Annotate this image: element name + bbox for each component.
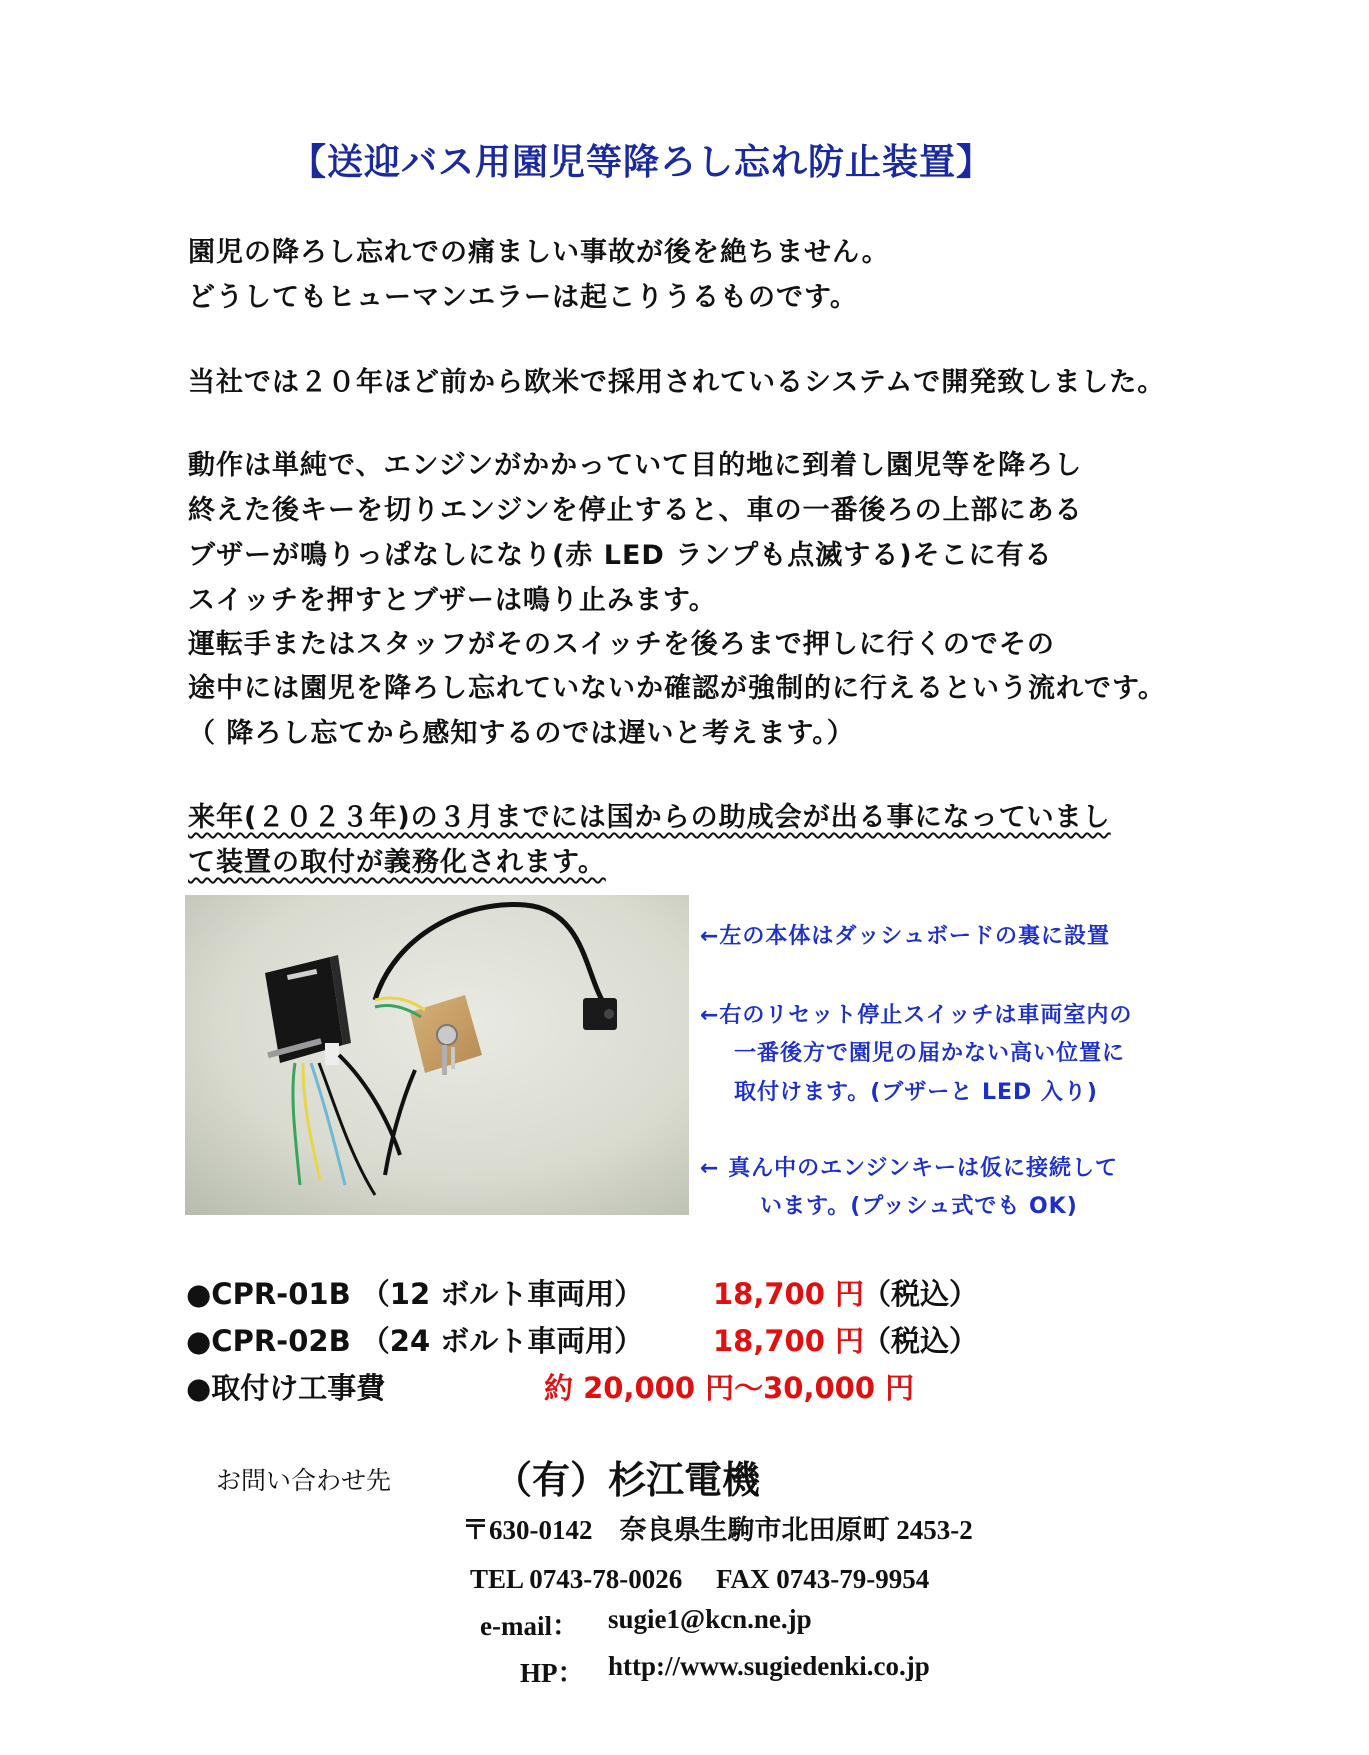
operation-line-2: 終えた後キーを切りエンジンを停止すると、車の一番後ろの上部にある [188,495,1083,526]
note-reset-switch-1: ←右のリセット停止スイッチは車両室内の [700,1003,1133,1028]
install-fee-label: ●取付け工事費 [186,1371,386,1405]
subsidy-line-2: て装置の取付が義務化されます。 [188,847,606,878]
operation-line-5: 運転手またはスタッフがそのスイッチを後ろまで押しに行くのでその [188,629,1055,660]
operation-line-1: 動作は単純で、エンジンがかかっていて目的地に到着し園児等を降ろし [188,450,1083,481]
email-link[interactable]: sugie1@kcn.ne.jp [608,1604,812,1634]
email-label: e-mail： [480,1611,579,1641]
operation-line-6: 途中には園児を降ろし忘れていないか確認が強制的に行えるという流れです。 [188,673,1166,704]
intro-line-2: どうしてもヒューマンエラーは起こりうるものです。 [188,282,858,313]
postal-address: 〒630-0142 奈良県生駒市北田原町 2453-2 [462,1515,973,1545]
note-main-unit: ←左の本体はダッシュボードの裏に設置 [700,924,1110,949]
company-name: （有）杉江電機 [494,1458,761,1502]
note-engine-key-2: います。(プッシュ式でも OK) [760,1194,1078,1219]
hp-label: HP： [520,1658,585,1688]
note-engine-key-1: ← 真ん中のエンジンキーは仮に接続して [700,1156,1118,1181]
note-reset-switch-3: 取付けます。(ブザーと LED 入り) [734,1080,1098,1105]
product-cpr-02b: ●CPR-02B （24 ボルト車両用） [186,1324,644,1358]
product-cpr-02b-tax: （税込） [862,1324,979,1358]
note-reset-switch-2: 一番後方で園児の届かない高い位置に [734,1041,1126,1066]
contact-label: お問い合わせ先 [216,1466,392,1495]
page-title: 【送迎バス用園児等降ろし忘れ防止装置】 [290,141,994,183]
tel-fax: TEL 0743-78-0026 FAX 0743-79-9954 [470,1564,930,1594]
operation-line-7: （ 降ろし忘てから感知するのでは遅いと考えます。） [188,718,855,749]
product-cpr-01b-price: 18,700 円 [713,1277,865,1311]
intro-line-1: 園児の降ろし忘れでの痛ましい事故が後を絶ちません。 [188,237,890,268]
development-text: 当社では２０年ほど前から欧米で採用されているシステムで開発致しました。 [188,367,1166,398]
subsidy-line-1: 来年(２０２３年)の３月までには国からの助成会が出る事になっていまし [188,802,1111,833]
install-fee-price: 約 20,000 円〜30,000 円 [544,1371,915,1405]
product-cpr-01b-tax: （税込） [862,1277,979,1311]
hp-link[interactable]: http://www.sugiedenki.co.jp [608,1651,930,1681]
product-photo [185,895,689,1215]
product-cpr-02b-price: 18,700 円 [713,1324,865,1358]
operation-line-4: スイッチを押すとブザーは鳴り止みます。 [188,585,717,616]
operation-line-3: ブザーが鳴りっぱなしになり(赤 LED ランプも点滅する)そこに有る [188,540,1053,571]
product-cpr-01b: ●CPR-01B （12 ボルト車両用） [186,1277,644,1311]
